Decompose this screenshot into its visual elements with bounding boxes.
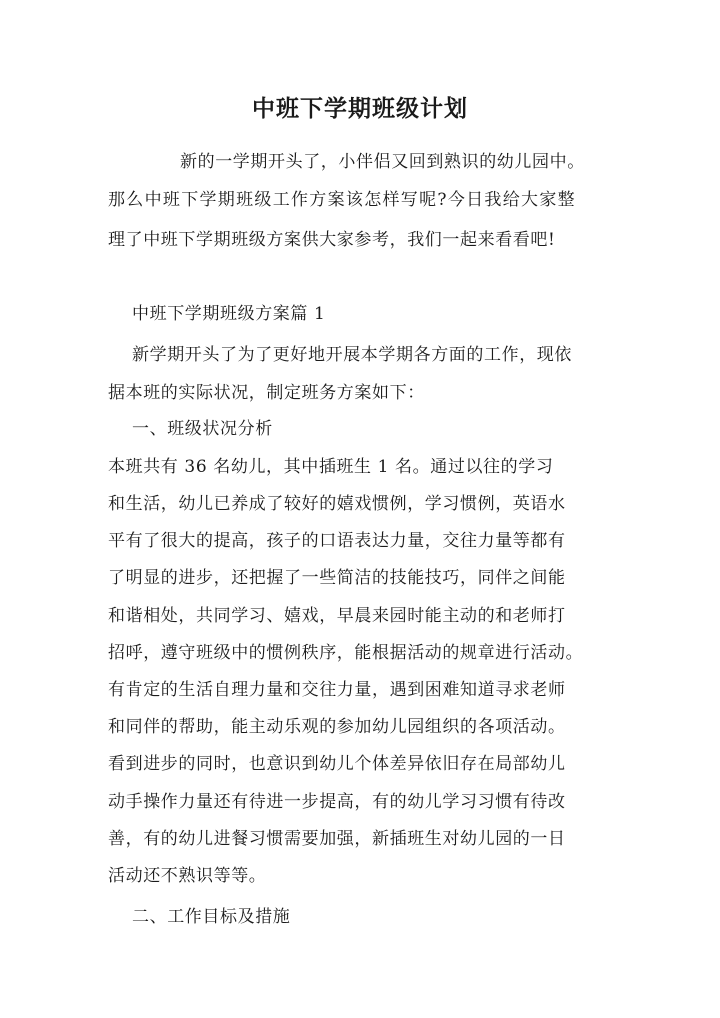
paragraph-line: 据本班的实际状况，制定班务方案如下： — [108, 383, 425, 403]
paragraph-line: 动手操作力量还有待进一步提高，有的幼儿学习习惯有待改 — [108, 792, 566, 812]
intro-line: 那么中班下学期班级工作方案该怎样写呢?今日我给大家整 — [108, 190, 576, 210]
section-heading: 中班下学期班级方案篇 1 — [132, 304, 326, 324]
paragraph-line: 和生活，幼儿已养成了较好的嬉戏惯例，学习惯例，英语水 — [108, 494, 566, 514]
intro-line: 理了中班下学期班级方案供大家参考，我们一起来看看吧! — [108, 230, 556, 250]
paragraph-line: 和同伴的帮助，能主动乐观的参加幼儿园组织的各项活动。 — [108, 717, 566, 737]
paragraph-line: 活动还不熟识等等。 — [108, 866, 267, 886]
paragraph-line: 看到进步的同时，也意识到幼儿个体差异依旧存在局部幼儿 — [108, 754, 566, 774]
paragraph-line: 新学期开头了为了更好地开展本学期各方面的工作，现依 — [132, 345, 572, 365]
document-title: 中班下学期班级计划 — [252, 96, 468, 122]
paragraph-line: 平有了很大的提高，孩子的口语表达力量，交往力量等都有 — [108, 531, 566, 551]
paragraph-line: 本班共有 36 名幼儿，其中插班生 1 名。通过以往的学习 — [108, 457, 554, 477]
paragraph-line: 和谐相处，共同学习、嬉戏，早晨来园时能主动的和老师打 — [108, 606, 566, 626]
subsection-heading: 二、工作目标及措施 — [132, 907, 291, 927]
intro-line: 新的一学期开头了，小伴侣又回到熟识的幼儿园中。 — [180, 152, 585, 172]
paragraph-line: 了明显的进步，还把握了一些简洁的技能技巧，同伴之间能 — [108, 568, 566, 588]
paragraph-line: 招呼，遵守班级中的惯例秩序，能根据活动的规章进行活动。 — [108, 643, 584, 663]
paragraph-line: 有肯定的生活自理力量和交往力量，遇到困难知道寻求老师 — [108, 680, 566, 700]
paragraph-line: 善，有的幼儿进餐习惯需要加强，新插班生对幼儿园的一日 — [108, 829, 566, 849]
subsection-heading: 一、班级状况分析 — [132, 419, 273, 439]
